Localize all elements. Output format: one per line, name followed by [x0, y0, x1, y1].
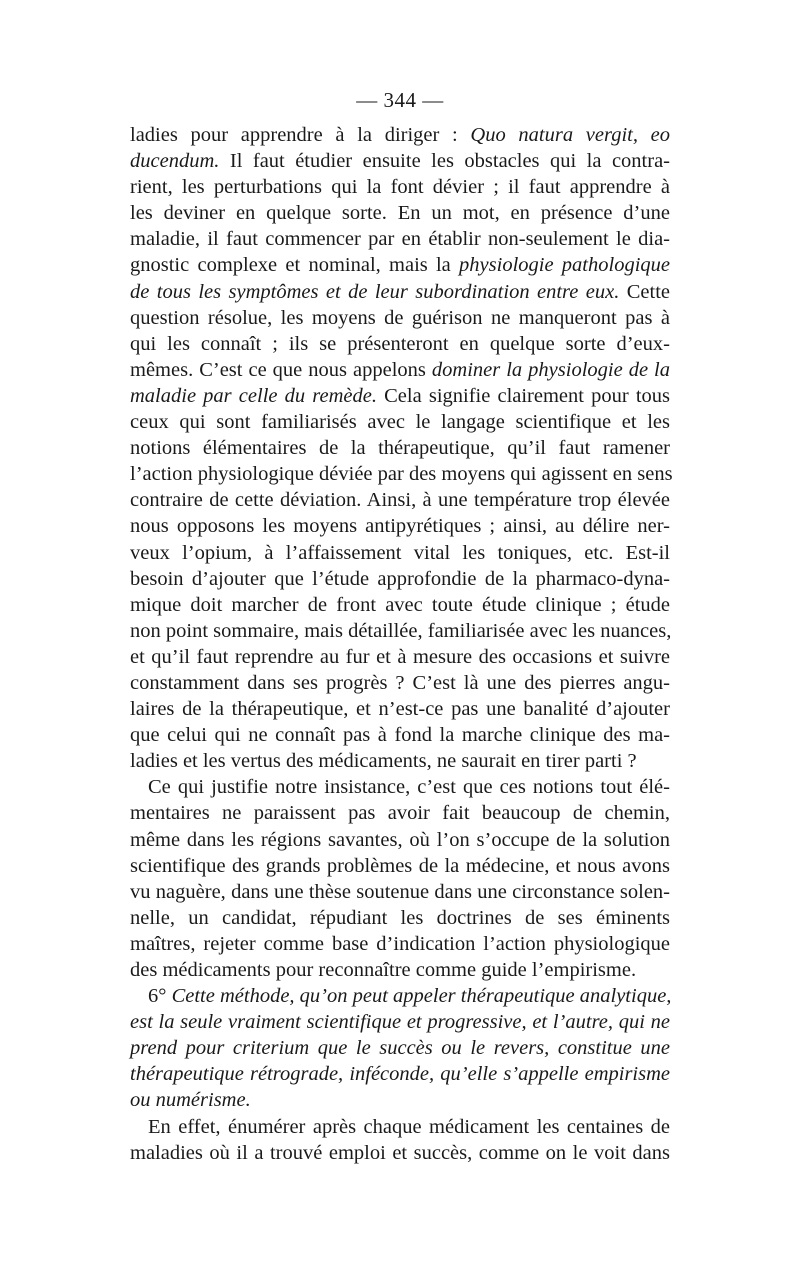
text-line	[130, 983, 670, 1009]
text-line	[130, 722, 670, 748]
text-line	[130, 1035, 670, 1061]
text-line	[130, 1009, 670, 1035]
text-line	[130, 748, 670, 774]
text-segment: constamment dans ses progrès ? C’est là une des pierres angu-	[130, 671, 670, 694]
text-line	[130, 174, 670, 200]
body-text	[130, 122, 673, 1166]
text-segment: les deviner en quelque sorte. En un mot, en présence d’une	[130, 202, 670, 225]
text-segment: Cela signifie clairement pour tous	[376, 384, 671, 407]
text-segment: Cette	[619, 280, 670, 303]
italic-text: est la seule vraiment scientifique et progressive, et l’autre, qui ne	[130, 1011, 670, 1034]
text-line	[130, 1140, 670, 1166]
text-line	[130, 383, 670, 409]
text-line	[130, 644, 670, 670]
italic-text: dominer la physiologie de la	[431, 358, 670, 381]
text-segment: même dans les régions savantes, où l’on s’occupe de la solution	[130, 828, 670, 851]
text-segment: mique doit marcher de front avec toute étude clinique ; étude	[130, 593, 670, 616]
text-segment: nelle, un candidat, répudiant les doctrines de ses éminents	[130, 906, 670, 929]
text-segment: non point sommaire, mais détaillée, familiarisée avec les nuances,	[130, 619, 672, 642]
text-segment: laires de la thérapeutique, et n’est-ce pas une banalité d’ajouter	[130, 698, 670, 721]
text-segment: ladies et les vertus des médicaments, ne saurait en tirer parti ?	[130, 750, 637, 773]
text-segment: maladie, il faut commencer par en établir non-seulement le dia-	[130, 228, 670, 251]
text-line	[130, 487, 670, 513]
text-line	[130, 566, 670, 592]
text-line	[130, 1114, 670, 1140]
text-segment: scientifique des grands problèmes de la médecine, et nous avons	[130, 854, 670, 877]
text-line	[130, 800, 670, 826]
text-line	[130, 827, 670, 853]
text-segment: des médicaments pour reconnaître comme guide l’empirisme.	[130, 959, 637, 981]
text-segment: maladies où il a trouvé emploi et succès, comme on le voit dans	[130, 1141, 670, 1164]
text-segment: 6°	[148, 985, 172, 1008]
text-segment: contraire de cette déviation. Ainsi, à une température trop élevée	[130, 489, 670, 512]
text-segment: Il faut étudier ensuite les obstacles qui la contra-	[219, 150, 670, 173]
italic-text: Cette méthode, qu’on peut appeler thérapeutique analytique,	[171, 985, 672, 1008]
text-line	[130, 513, 670, 539]
text-segment: mêmes. C’est ce que nous appelons	[130, 358, 432, 381]
text-segment: question résolue, les moyens de guérison ne manqueront pas à	[130, 306, 670, 329]
text-line	[130, 540, 670, 566]
text-segment: ceux qui sont familiarisés avec le langage scientifique et les	[130, 411, 670, 434]
text-line	[130, 957, 670, 983]
italic-text: prend pour criterium que le succès ou le revers, constitue une	[130, 1037, 670, 1060]
text-line	[130, 200, 670, 226]
page-number: — 344 —	[356, 88, 444, 112]
text-segment: besoin d’ajouter que l’étude approfondie de la pharmaco-dyna-	[130, 567, 670, 590]
text-segment: ladies pour apprendre à la diriger :	[130, 124, 471, 146]
text-line	[130, 148, 670, 174]
text-segment: rient, les perturbations qui la font dévier ; il faut apprendre à	[130, 176, 670, 199]
text-line	[130, 879, 670, 905]
italic-text: ou numérisme.	[130, 1089, 251, 1112]
text-segment: notions élémentaires de la thérapeutique, qu’il faut ramener	[130, 437, 670, 460]
text-segment: et qu’il faut reprendre au fur et à mesure des occasions et suivre	[130, 645, 670, 668]
text-line	[130, 357, 670, 383]
text-line	[130, 853, 670, 879]
text-segment: nous opposons les moyens antipyrétiques ; ainsi, au délire ner-	[130, 515, 670, 538]
text-line	[130, 1061, 670, 1087]
italic-text: Quo natura vergit, eo	[470, 124, 671, 146]
text-line	[130, 279, 670, 305]
text-line	[130, 305, 670, 331]
text-line	[130, 1087, 670, 1113]
text-line	[130, 226, 670, 252]
text-segment: Ce qui justifie notre insistance, c’est que ces notions tout élé-	[148, 776, 670, 799]
text-line	[130, 774, 670, 800]
italic-text: de tous les symptômes et de leur subordination entre eux.	[130, 280, 620, 303]
text-segment: que celui qui ne connaît pas à fond la marche clinique des ma-	[130, 724, 670, 747]
text-segment: En effet, énumérer après chaque médicament les centaines de	[148, 1115, 670, 1138]
text-segment: vu naguère, dans une thèse soutenue dans une circonstance solen-	[130, 880, 670, 903]
italic-text: ducendum.	[130, 150, 220, 173]
text-line	[130, 696, 670, 722]
text-line	[130, 409, 670, 435]
text-line	[130, 618, 670, 644]
italic-text: maladie par celle du remède.	[130, 384, 377, 407]
italic-text: thérapeutique rétrograde, inféconde, qu’elle s’appelle empirisme	[130, 1063, 670, 1086]
text-segment: veux l’opium, à l’affaissement vital les toniques, etc. Est-il	[130, 541, 670, 564]
text-line	[130, 331, 670, 357]
text-line	[130, 122, 670, 148]
text-line	[130, 670, 670, 696]
text-line	[130, 931, 670, 957]
text-segment: qui les connaît ; ils se présenteront en quelque sorte d’eux-	[130, 332, 670, 355]
text-line	[130, 592, 670, 618]
text-line	[130, 461, 673, 487]
text-segment: mentaires ne paraissent pas avoir fait beaucoup de chemin,	[130, 802, 670, 825]
text-segment: gnostic complexe et nominal, mais la	[130, 254, 460, 277]
text-segment: l’action physiologique déviée par des moyens qui agissent en sens	[130, 463, 673, 486]
text-line	[130, 435, 670, 461]
text-line	[130, 905, 670, 931]
text-line	[130, 252, 670, 278]
text-segment: maîtres, rejeter comme base d’indication l’action physiologique	[130, 932, 670, 955]
italic-text: physiologie pathologique	[459, 254, 670, 277]
